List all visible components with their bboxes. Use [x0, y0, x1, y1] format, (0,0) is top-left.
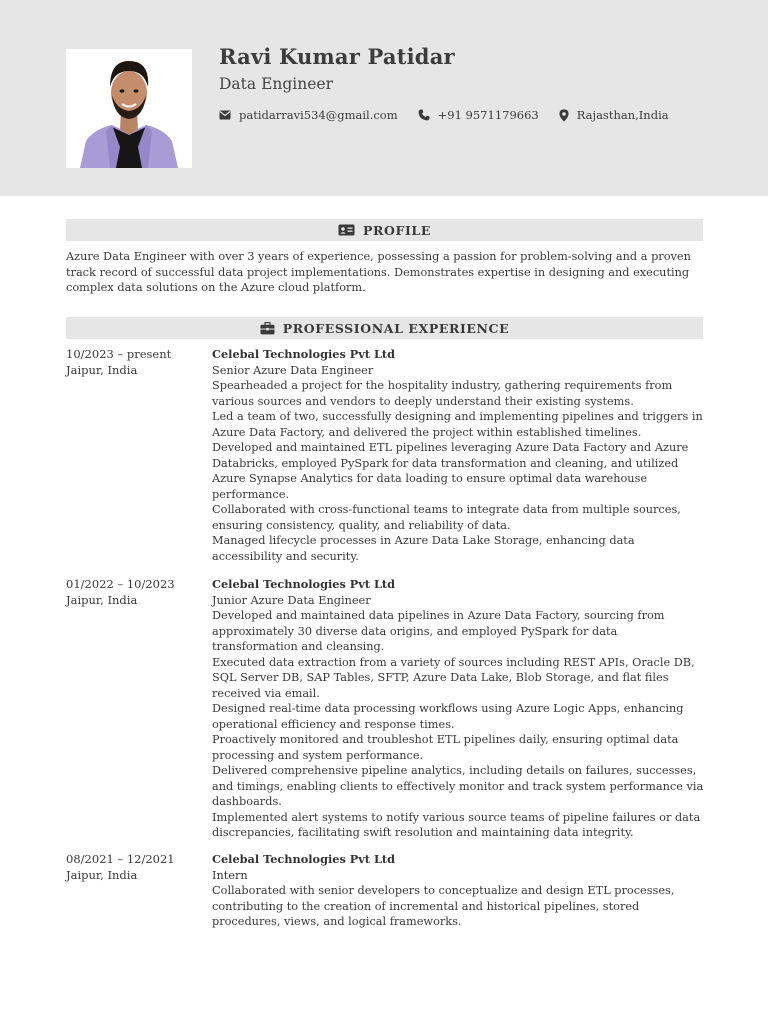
job-bullet: Developed and maintained data pipelines in Azure Data Factory, sourcing from approximately 30 diverse data origins, and employed PySpark for data transformation and cleansing.	[212, 609, 665, 653]
briefcase-icon	[260, 322, 275, 335]
phone-text: +91 9571179663	[437, 108, 539, 122]
job-location: Jaipur, India	[66, 592, 138, 607]
profile-heading: PROFILE	[363, 222, 431, 238]
job-bullet: Led a team of two, successfully designing and implementing pipelines and triggers in Azure Data Factory, and delivered the project within established timelines.	[212, 410, 703, 439]
profile-summary: Azure Data Engineer with over 3 years of experience, possessing a passion for problem-solving and a proven track record of successful data project implementations. Demonstrates expertise in designing and executing complex data solutions on the Azure cloud platform.	[66, 250, 691, 294]
job-bullet: Delivered comprehensive pipeline analytics, including details on failures, successes, and timings, enabling clients to effectively monitor and track system performance via dashboards.	[212, 764, 704, 808]
email-text: patidarravi534@gmail.com	[239, 108, 398, 122]
job-bullet: Implemented alert systems to notify various source teams of pipeline failures or data discrepancies, facilitating swift resolution and maintaining data integrity.	[212, 810, 701, 839]
phone-icon	[418, 109, 430, 121]
contact-phone[interactable]	[418, 108, 539, 122]
job-company: Celebal Technologies Pvt Ltd	[212, 347, 396, 361]
job-bullet: Collaborated with cross-functional teams to integrate data from multiple sources, ensuring consistency, quality, and reliability of data.	[212, 503, 681, 532]
job-location: Jaipur, India	[66, 867, 138, 882]
job-bullet: Executed data extraction from a variety of sources including REST APIs, Oracle DB, SQL Server DB, SAP Tables, SFTP, Azure Data Lake, Blob Storage, and flat files received via email.	[212, 655, 695, 700]
id-card-icon	[338, 224, 355, 236]
profile-section-header	[66, 219, 703, 241]
job-bullet: Managed lifecycle processes in Azure Data Lake Storage, enhancing data accessibility and security.	[212, 534, 635, 563]
job-bullet: Collaborated with senior developers to conceptualize and design ETL processes, contributing to the creation of incremental and historical pipelines, stored procedures, views, and logical frameworks.	[212, 884, 675, 928]
resume-header	[0, 0, 768, 196]
job-location: Jaipur, India	[66, 362, 138, 377]
job-bullet: Proactively monitored and troubleshot ETL pipelines daily, ensuring optimal data processing and system performance.	[212, 733, 679, 762]
contact-location	[559, 108, 669, 122]
person-portrait-image	[66, 49, 192, 168]
job-company: Celebal Technologies Pvt Ltd	[212, 577, 396, 591]
job-role: Senior Azure Data Engineer	[212, 363, 374, 377]
job-bullet: Developed and maintained ETL pipelines leveraging Azure Data Factory and Azure Databricks, employed PySpark for data transformation and cleaning, and utilized Azure Synapse Analytics for data loading to ensure optimal data warehouse performance.	[212, 441, 689, 501]
contact-info	[219, 106, 689, 124]
location-pin-icon	[559, 109, 569, 122]
contact-email[interactable]	[219, 108, 398, 122]
envelope-icon	[219, 110, 231, 120]
job-role: Intern	[212, 868, 248, 882]
location-text: Rajasthan,India	[576, 108, 669, 122]
job-bullet: Spearheaded a project for the hospitality industry, gathering requirements from various sources and vendors to deeply understand their existing systems.	[212, 379, 673, 408]
experience-section-header	[66, 317, 703, 339]
job-bullet: Designed real-time data processing workflows using Azure Logic Apps, enhancing operational efficiency and response times.	[212, 702, 684, 731]
candidate-title: Data Engineer	[219, 75, 333, 93]
job-company: Celebal Technologies Pvt Ltd	[212, 852, 396, 866]
job-dates: 10/2023 – present	[66, 347, 172, 361]
job-role: Junior Azure Data Engineer	[212, 593, 371, 607]
job-dates: 01/2022 – 10/2023	[66, 577, 175, 591]
experience-heading: PROFESSIONAL EXPERIENCE	[282, 320, 510, 336]
job-dates: 08/2021 – 12/2021	[66, 852, 175, 866]
candidate-name: Ravi Kumar Patidar	[219, 44, 455, 69]
profile-photo	[66, 49, 192, 168]
